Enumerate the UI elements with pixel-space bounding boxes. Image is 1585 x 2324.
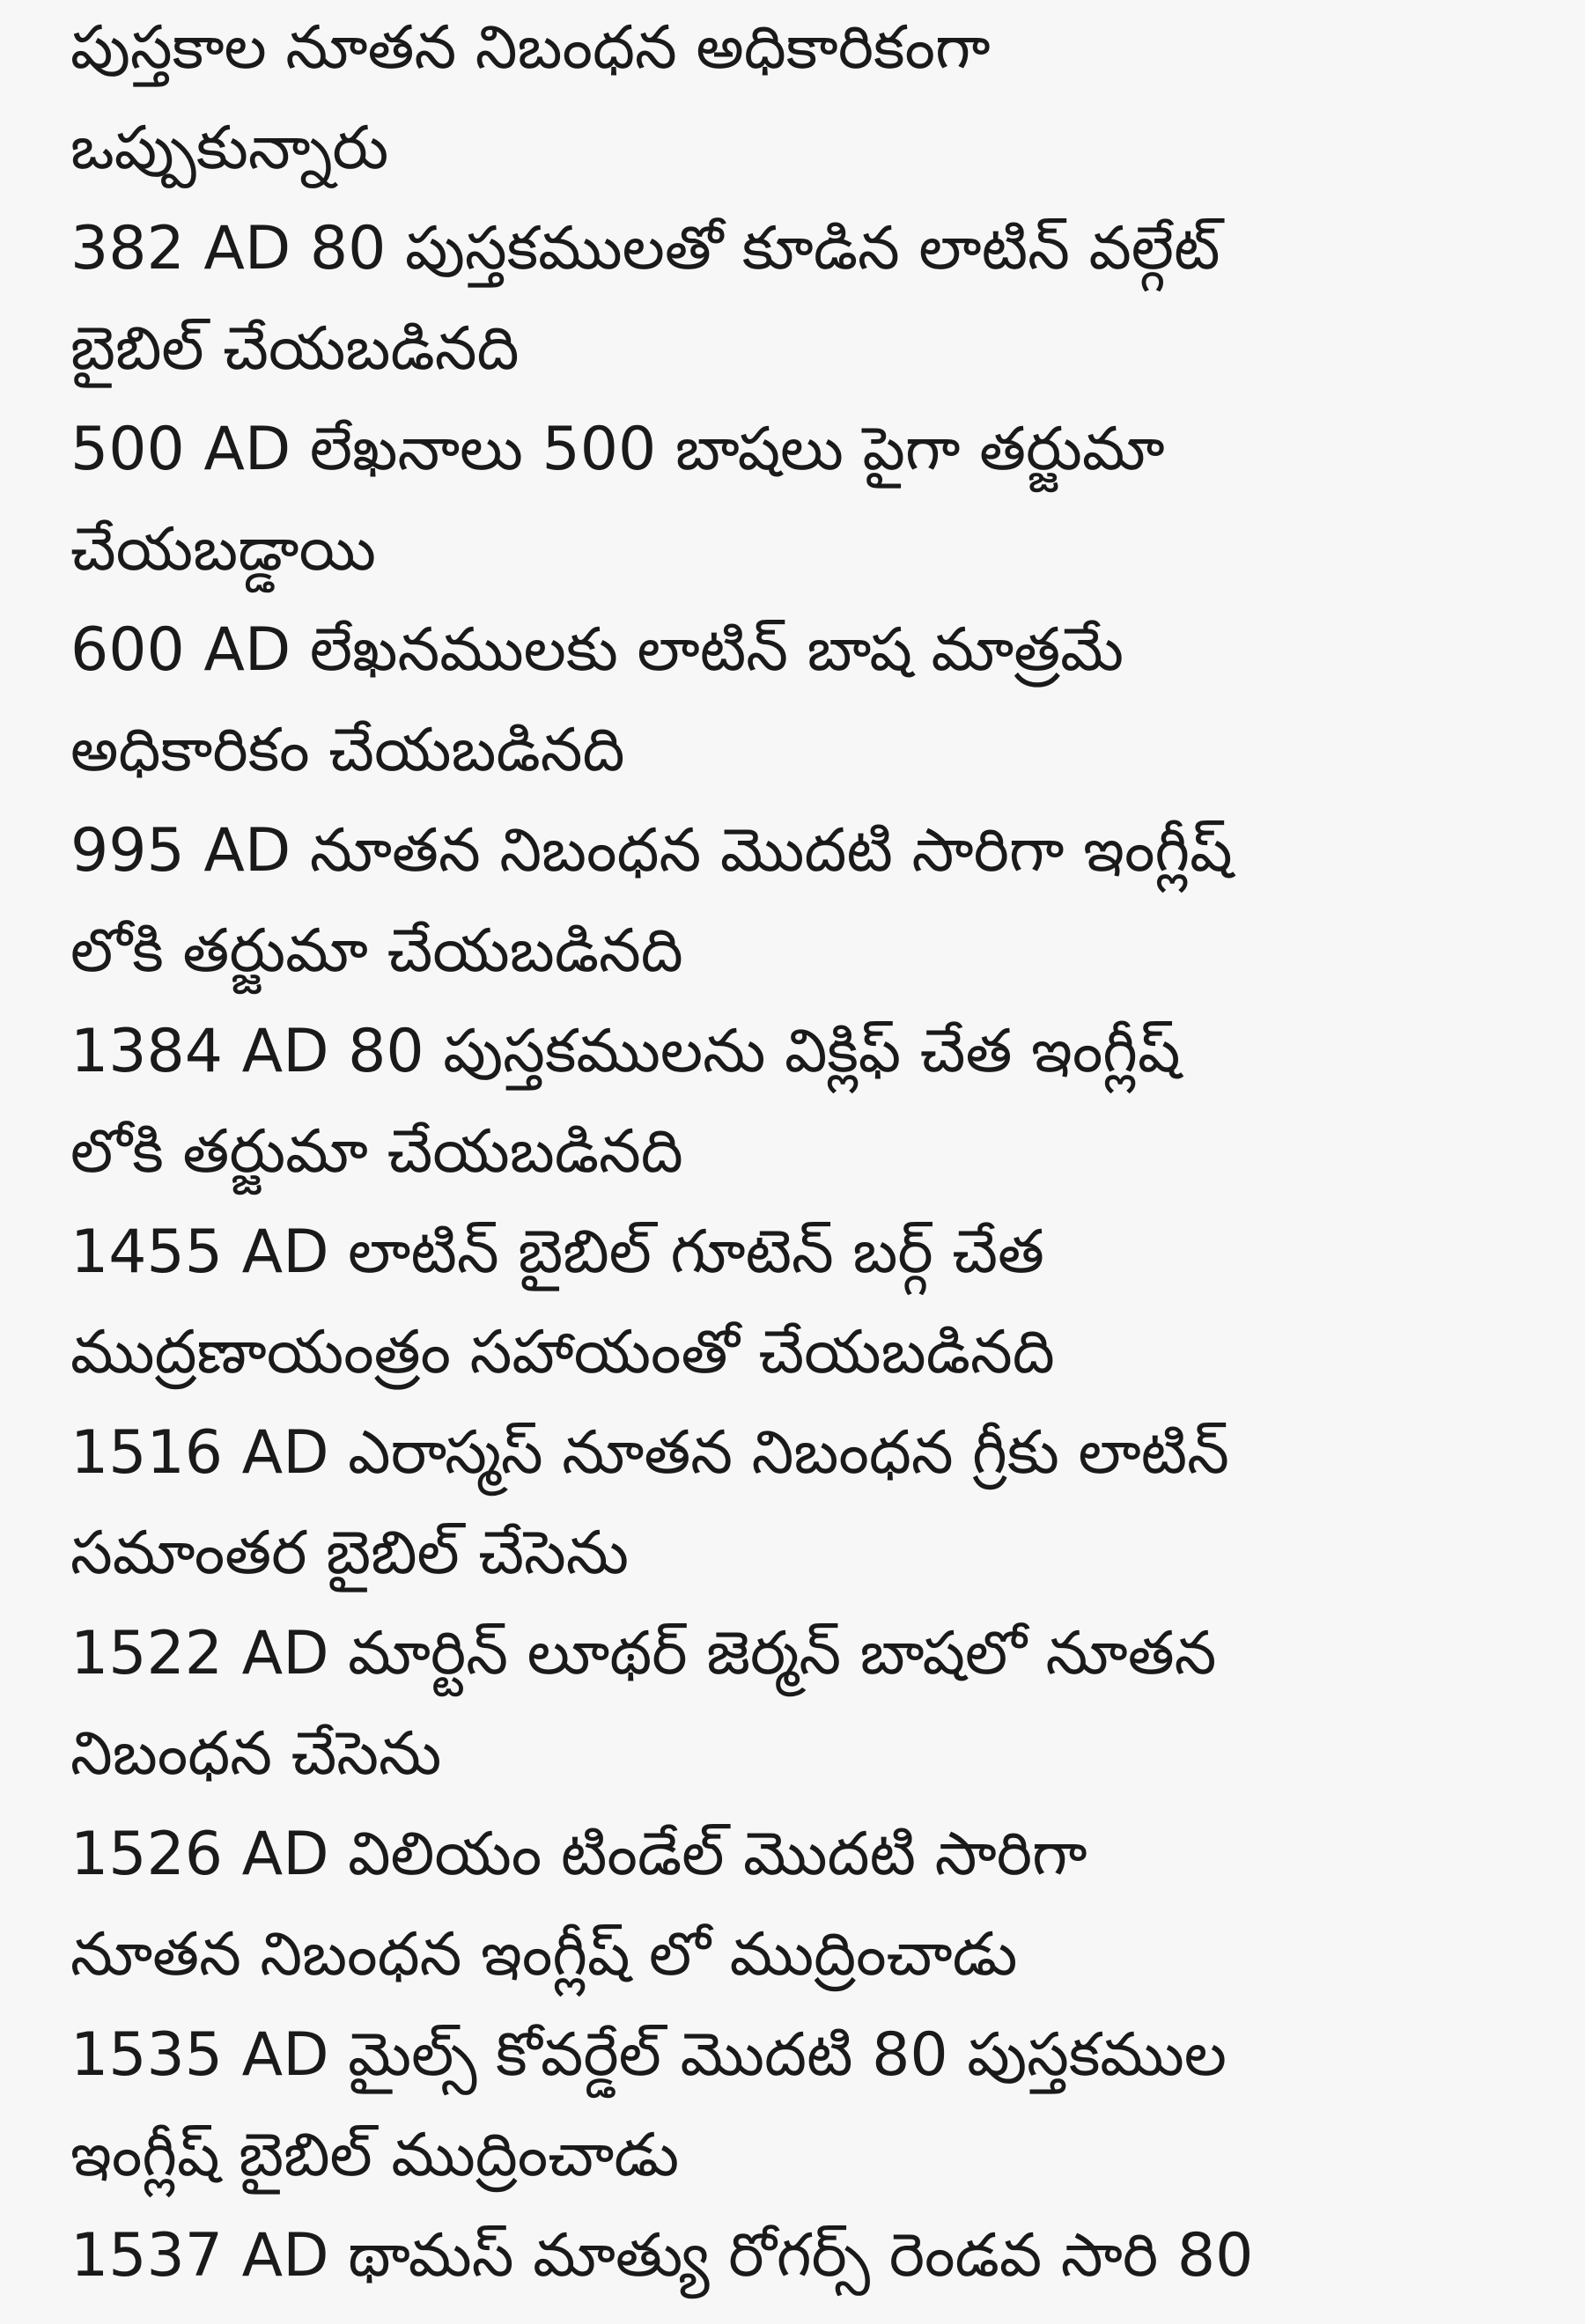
text-line: 1455 AD లాటిన్ బైబిల్ గూటెన్ బర్గ్ చేత (70, 1217, 1044, 1287)
text-line: చేయబడ్డాయి (70, 515, 376, 585)
text-line: 1516 AD ఎరాస్మస్ నూతన నిబంధన గ్రీకు లాటిన్ (70, 1418, 1229, 1488)
text-line: 382 AD 80 పుస్తకములతో కూడిన లాటిన్ వల్గేట్ (70, 214, 1220, 283)
text-line: ముద్రణాయంత్రం సహాయంతో చేయబడినది (70, 1318, 1055, 1387)
text-line: 1535 AD మైల్స్ కోవర్డేల్ మొదటి 80 పుస్తకముల (70, 2020, 1227, 2090)
document-body (70, 0, 1550, 2306)
text-line: 1522 AD మార్టిన్ లూథర్ జెర్మన్ బాషలో నూతన (70, 1619, 1217, 1688)
text-line: 1537 AD థామస్ మాత్యు రోగర్స్ రెండవ సారి 80 (70, 2221, 1254, 2291)
text-line: సమాంతర బైబిల్ చేసెను (70, 1519, 630, 1588)
text-line: బైబిల్ చేయబడినది (70, 314, 520, 384)
text-line: అధికారికం చేయబడినది (70, 716, 625, 785)
text-line: లోకి తర్జుమా చేయబడినది (70, 916, 683, 986)
text-line: 500 AD లేఖనాలు 500 బాషలు పైగా తర్జుమా (70, 415, 1165, 484)
text-line: 1384 AD 80 పుస్తకములను విక్లిఫ్ చేత ఇంగ్లీష్ (70, 1017, 1181, 1086)
text-line: లోకి తర్జుమా చేయబడినది (70, 1117, 683, 1187)
text-line: 1526 AD విలియం టిండేల్ మొదటి సారిగా (70, 1820, 1087, 1889)
text-line: 600 AD లేఖనములకు లాటిన్ బాష మాత్రమే (70, 615, 1124, 685)
text-line: 995 AD నూతన నిబంధన మొదటి సారిగా ఇంగ్లీష్ (70, 816, 1233, 886)
text-line: పుస్తకాల నూతన నిబంధన అధికారికంగా (70, 13, 991, 83)
text-line: నూతన నిబంధన ఇంగ్లీష్ లో ముద్రించాడు (70, 1920, 1018, 1989)
text-line: ఒప్పుకున్నారు (70, 114, 389, 183)
text-line: నిబంధన చేసెను (70, 1719, 442, 1789)
text-line: ఇంగ్లీష్ బైబిల్ ముద్రించాడు (70, 2121, 680, 2190)
